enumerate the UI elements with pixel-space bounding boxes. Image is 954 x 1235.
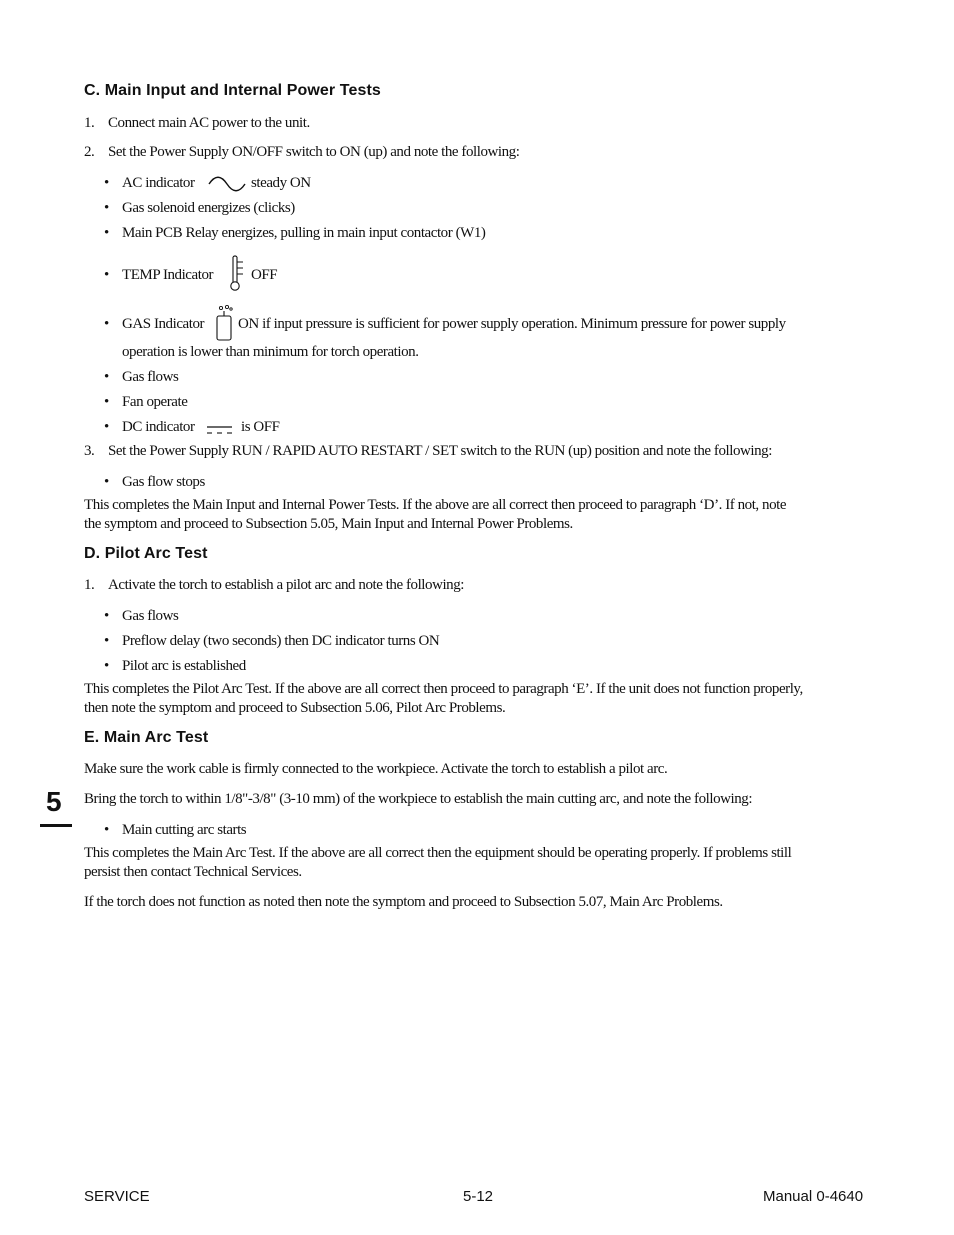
bullet-text: GAS Indicator — [122, 316, 205, 332]
section-c-summary-cont: the symptom and proceed to Subsection 5.05, Main Input and Internal Power Problems. — [84, 516, 573, 532]
gas-cylinder-icon — [213, 304, 235, 342]
section-e-heading: E. Main Arc Test — [84, 729, 209, 746]
footer-manual-number: Manual 0-4640 — [763, 1188, 864, 1205]
bullet-text: Main cutting arc starts — [122, 822, 247, 838]
bullet-text: Gas flow stops — [122, 474, 205, 490]
section-e-summary-cont: persist then contact Technical Services. — [84, 864, 302, 880]
section-d-summary-cont: then note the symptom and proceed to Subsection 5.06, Pilot Arc Problems. — [84, 700, 506, 716]
section-d-summary: This completes the Pilot Arc Test. If the above are all correct then proceed to paragraph ‘E’. If the unit does not function properly, — [84, 681, 803, 697]
section-e-summary: This completes the Main Arc Test. If the above are all correct then the equipment should be operating properly. If problems still — [84, 845, 792, 861]
chapter-number: 5 — [46, 786, 62, 817]
ac-sine-icon — [207, 176, 247, 192]
bullet-text: OFF — [251, 267, 278, 283]
step-number: 1. — [84, 115, 95, 131]
step-number: 1. — [84, 577, 95, 593]
section-c-heading: C. Main Input and Internal Power Tests — [84, 82, 381, 99]
footer-section-name: SERVICE — [84, 1188, 150, 1205]
bullet-text: Fan operate — [122, 394, 188, 410]
bullet-text: Gas flows — [122, 608, 179, 624]
bullet-text: Gas flows — [122, 369, 179, 385]
step-text: Set the Power Supply ON/OFF switch to ON (up) and note the following: — [108, 144, 520, 160]
step-text: Activate the torch to establish a pilot arc and note the following: — [108, 577, 464, 593]
thermometer-icon — [228, 254, 248, 292]
step-text: Connect main AC power to the unit. — [108, 115, 310, 131]
bullet-text: Main PCB Relay energizes, pulling in main input contactor (W1) — [122, 225, 486, 241]
bullet-text: AC indicator — [122, 175, 195, 191]
section-e-paragraph-1: Make sure the work cable is firmly connected to the workpiece. Activate the torch to establish a pilot arc. — [84, 761, 668, 777]
bullet-text: steady ON — [251, 175, 311, 191]
step-number: 2. — [84, 144, 95, 160]
step-number: 3. — [84, 443, 95, 459]
section-e-paragraph-2: Bring the torch to within 1/8"-3/8" (3-10 mm) of the workpiece to establish the main cutting arc, and note the following: — [84, 791, 753, 807]
bullet-text: DC indicator — [122, 419, 195, 435]
step-text: Set the Power Supply RUN / RAPID AUTO RESTART / SET switch to the RUN (up) position and note the following: — [108, 443, 772, 459]
bullet-text-continued: operation is lower than minimum for torch operation. — [122, 344, 419, 360]
section-c-summary: This completes the Main Input and Internal Power Tests. If the above are all correct then proceed to paragraph ‘D’. If not, note — [84, 497, 787, 513]
bullet-text: Pilot arc is established — [122, 658, 246, 674]
footer-page-number: 5-12 — [463, 1188, 494, 1205]
bullet-text: ON if input pressure is sufficient for power supply operation. Minimum pressure for power supply — [238, 316, 786, 332]
chapter-tab — [40, 786, 72, 827]
dc-symbol-icon — [206, 424, 234, 436]
bullet-text: Gas solenoid energizes (clicks) — [122, 200, 295, 216]
bullet-text: Preflow delay (two seconds) then DC indicator turns ON — [122, 633, 440, 649]
bullet-text: TEMP Indicator — [122, 267, 214, 283]
section-d-heading: D. Pilot Arc Test — [84, 545, 208, 562]
section-e-final-note: If the torch does not function as noted then note the symptom and proceed to Subsection 5.07, Main Arc Problems. — [84, 894, 723, 910]
bullet-text: is OFF — [241, 419, 280, 435]
